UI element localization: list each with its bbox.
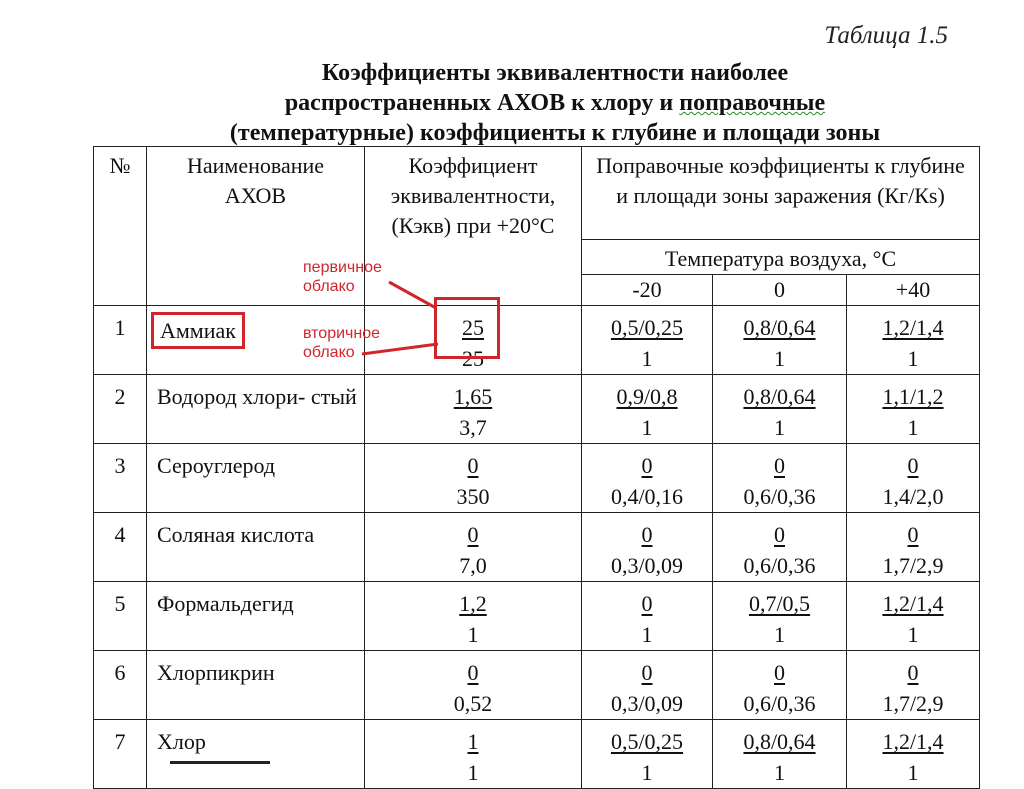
- coef-plus40-numerator: 1,2/1,4: [882, 315, 944, 340]
- equivalence-coef-denominator: 7,0: [459, 553, 487, 578]
- coef-plus40-numerator: 0: [907, 453, 919, 478]
- coef-minus20-numerator: 0,5/0,25: [610, 315, 684, 340]
- header-temp-0: 0: [713, 275, 847, 306]
- coef-minus20-denominator: 0,3/0,09: [610, 553, 684, 578]
- substance-name: Водород хлори- стый: [157, 384, 357, 409]
- next-line-cutoff: [170, 757, 690, 767]
- coef-0-numerator: 0: [774, 453, 785, 478]
- substance-name: Соляная кислота: [157, 522, 315, 547]
- annotation-secondary-cloud: вторичное облако: [303, 325, 380, 361]
- coef-plus40-numerator: 1,2/1,4: [882, 591, 944, 616]
- coef-minus20-numerator: 0: [641, 453, 653, 478]
- row-number: 3: [94, 444, 147, 513]
- header-temp-minus20: -20: [582, 275, 713, 306]
- header-coefficient: Коэффициент эквивалентности, (Кэкв) при +20°С: [365, 147, 582, 306]
- coef-plus40-numerator: 0: [907, 522, 919, 547]
- coef-0-denominator: 0,6/0,36: [743, 691, 816, 716]
- equivalence-coef-denominator: 25: [462, 346, 484, 371]
- coef-plus40-denominator: 1: [907, 415, 919, 440]
- substance-name: Сероуглерод: [157, 453, 276, 478]
- coef-0-numerator: 0: [774, 522, 785, 547]
- equivalence-coef-denominator: 1: [467, 622, 479, 647]
- table-caption: Таблица 1.5: [824, 22, 948, 49]
- coef-0-denominator: 1: [774, 346, 785, 371]
- coef-plus40-denominator: 1: [907, 760, 919, 785]
- substance-name: Аммиак: [160, 318, 236, 343]
- coef-0-numerator: 0,8/0,64: [743, 315, 816, 340]
- arrow-secondary: [362, 344, 438, 354]
- title-line-3: (температурные) коэффициенты к глубине и площади зоны: [229, 120, 881, 146]
- coef-minus20-denominator: 1: [641, 415, 653, 440]
- equivalence-coef-denominator: 3,7: [459, 415, 487, 440]
- row-number: 5: [94, 582, 147, 651]
- coef-plus40-denominator: 1,7/2,9: [882, 553, 944, 578]
- equivalence-coef-numerator: 0: [467, 660, 479, 685]
- arrow-primary: [389, 282, 436, 308]
- coef-plus40-denominator: 1,4/2,0: [882, 484, 944, 509]
- equivalence-coef-denominator: 350: [456, 484, 490, 509]
- row-number: 4: [94, 513, 147, 582]
- coef-0-denominator: 1: [774, 622, 785, 647]
- coef-0-denominator: 1: [774, 415, 785, 440]
- coef-0-numerator: 0,8/0,64: [743, 729, 816, 754]
- coef-plus40-numerator: 1,2/1,4: [882, 729, 944, 754]
- row-number: 1: [94, 306, 147, 375]
- coef-minus20-denominator: 0,4/0,16: [610, 484, 684, 509]
- coef-minus20-denominator: 1: [641, 760, 653, 785]
- substance-name: Формальдегид: [157, 591, 294, 616]
- header-temperature: Температура воздуха, °С: [582, 240, 980, 275]
- substance-name: Хлор: [157, 729, 206, 754]
- title-line-2a: распространенных АХОВ к хлору и: [284, 90, 680, 116]
- equivalence-coef-numerator: 0: [467, 453, 479, 478]
- coef-minus20-numerator: 0,9/0,8: [616, 384, 678, 409]
- coef-minus20-denominator: 0,3/0,09: [610, 691, 684, 716]
- equivalence-coef-numerator: 1,65: [453, 384, 493, 409]
- equivalence-coef-denominator: 0,52: [453, 691, 493, 716]
- coef-minus20-denominator: 1: [641, 622, 653, 647]
- row-number: 7: [94, 720, 147, 789]
- equivalence-coef-numerator: 0: [467, 522, 479, 547]
- coef-0-denominator: 1: [774, 760, 785, 785]
- title-line-1: Коэффициенты эквивалентности наиболее: [321, 60, 789, 86]
- coef-minus20-numerator: 0: [641, 591, 653, 616]
- header-number: №: [94, 147, 147, 306]
- header-name: Наименование АХОВ: [147, 147, 365, 306]
- coef-minus20-numerator: 0: [641, 660, 653, 685]
- coef-0-numerator: 0: [774, 660, 785, 685]
- coef-plus40-denominator: 1: [907, 622, 919, 647]
- annotation-primary-cloud: первичное облако: [303, 259, 382, 295]
- row-number: 6: [94, 651, 147, 720]
- coef-0-numerator: 0,7/0,5: [748, 591, 811, 616]
- header-correction: Поправочные коэффициенты к глубине и площади зоны заражения (Кг/Кs): [582, 147, 980, 240]
- coef-0-numerator: 0,8/0,64: [743, 384, 816, 409]
- coef-plus40-denominator: 1: [907, 346, 919, 371]
- coef-minus20-denominator: 1: [641, 346, 653, 371]
- row-number: 2: [94, 375, 147, 444]
- coef-plus40-numerator: 1,1/1,2: [882, 384, 944, 409]
- equivalence-coef-denominator: 1: [467, 760, 479, 785]
- coef-0-denominator: 0,6/0,36: [743, 553, 816, 578]
- equivalence-coef-numerator: 1: [467, 729, 479, 754]
- coef-minus20-numerator: 0: [641, 522, 653, 547]
- coef-plus40-denominator: 1,7/2,9: [882, 691, 944, 716]
- equivalence-coef-numerator: 25: [462, 315, 484, 340]
- title-line-2b: поправочные: [679, 90, 826, 116]
- header-temp-plus40: +40: [847, 275, 980, 306]
- equivalence-coef-numerator: 1,2: [459, 591, 487, 616]
- coef-0-denominator: 0,6/0,36: [743, 484, 816, 509]
- coef-minus20-numerator: 0,5/0,25: [610, 729, 684, 754]
- substance-name: Хлорпикрин: [157, 660, 275, 685]
- coef-plus40-numerator: 0: [907, 660, 919, 685]
